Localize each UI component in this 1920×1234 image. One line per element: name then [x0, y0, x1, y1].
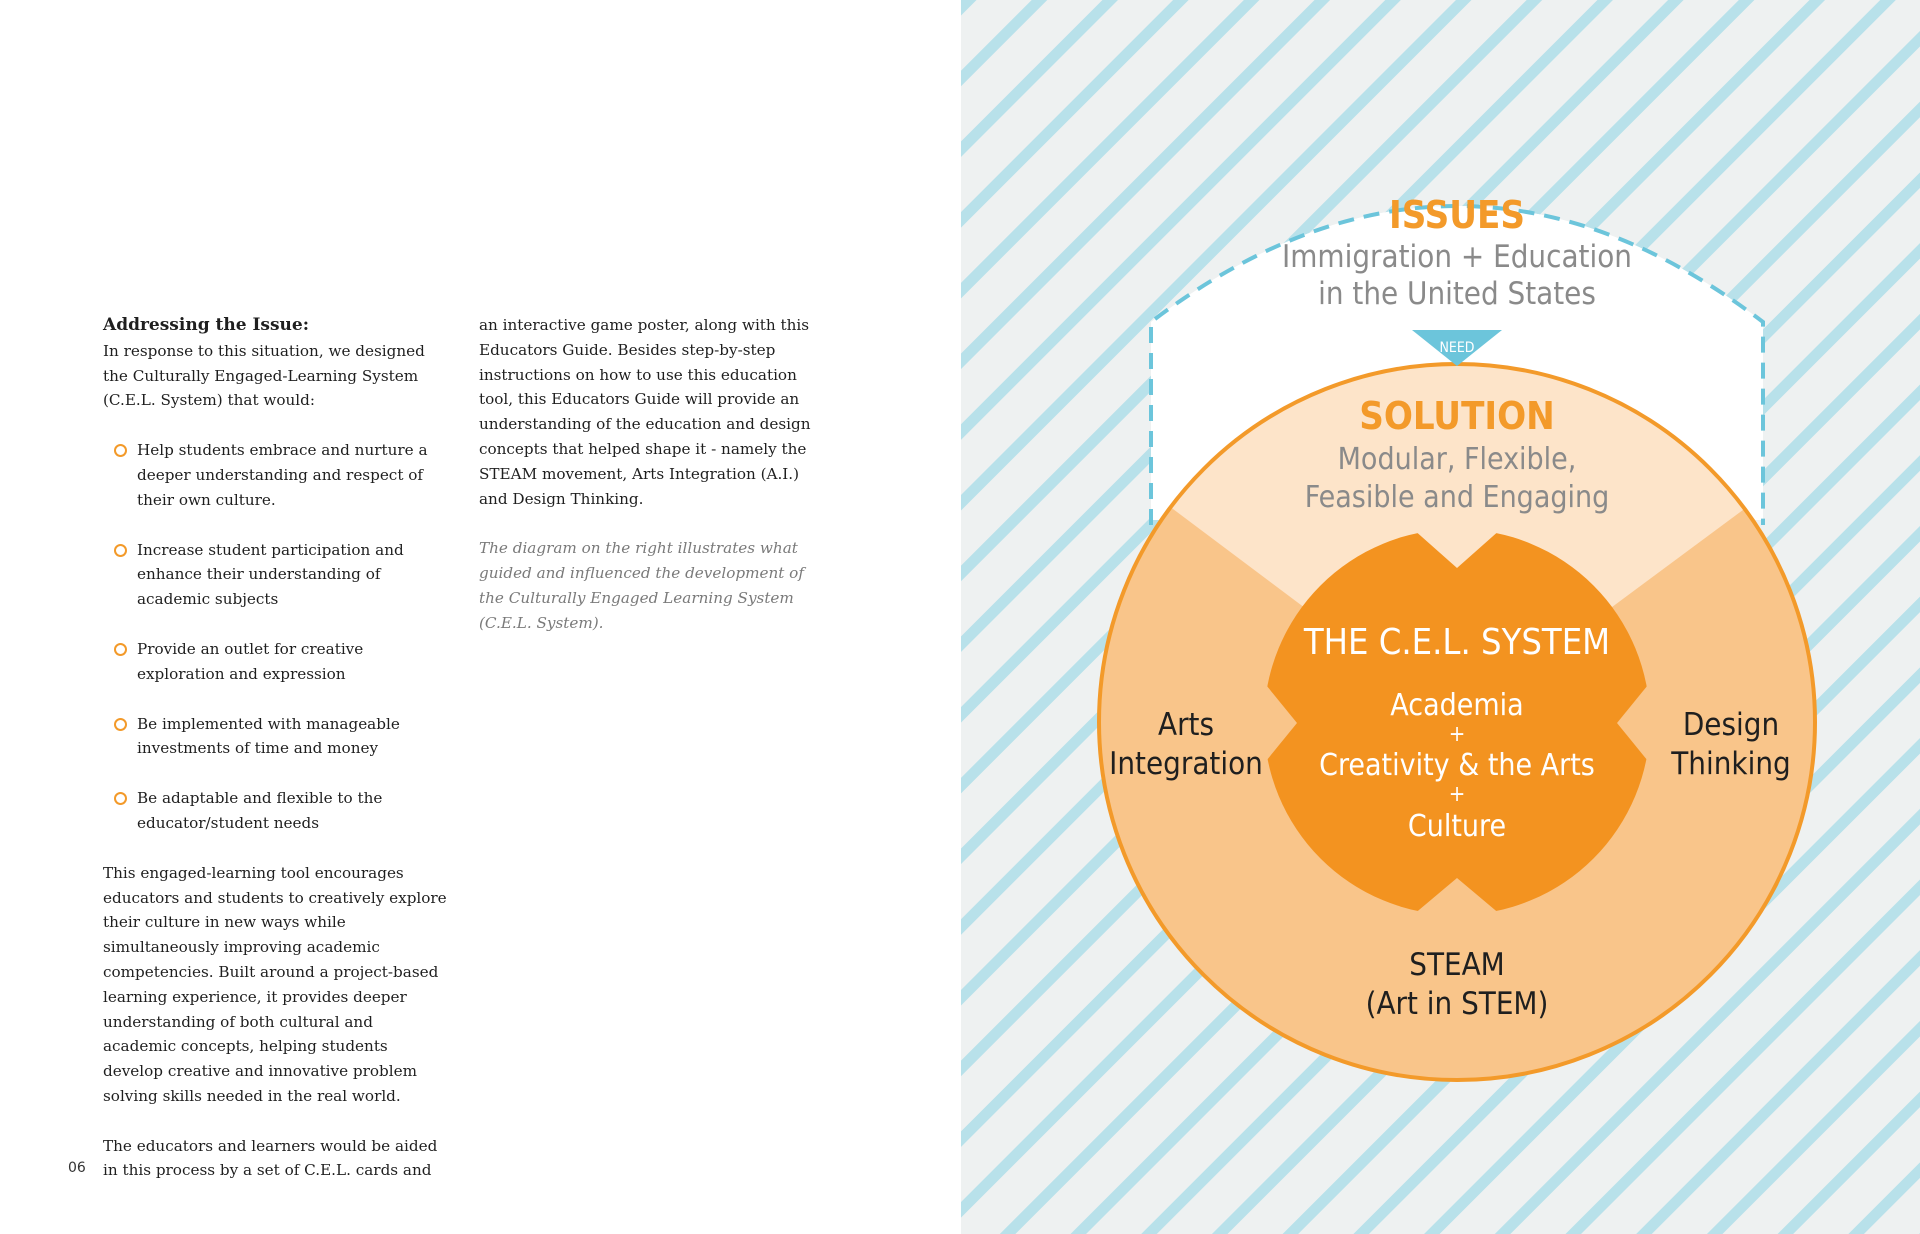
list-item-text: Be adaptable and flexible to the educator/student needs: [137, 789, 383, 832]
text-column-2: [479, 313, 824, 635]
center-line-2: Creativity & the Arts: [1319, 748, 1595, 783]
left-label-line-2: Integration: [1109, 746, 1263, 782]
right-page: [961, 0, 1920, 1234]
intro-paragraph: In response to this situation, we designed the Culturally Engaged-Learning System (C.E.L. System) that would:: [103, 341, 425, 410]
paragraph-gap: [103, 1109, 448, 1134]
bullet-circle-icon: [114, 444, 127, 457]
list-item: [103, 538, 448, 612]
body-paragraph: an interactive game poster, along with this Educators Guide. Besides step-by-step instructions on how to use this education tool, this Educators Guide will provide an understanding of the education and design concepts that helped shape it - namely the STEAM movement, Arts Integration (A.I.) and Design Thinking.: [479, 316, 811, 508]
bullet-circle-icon: [114, 718, 127, 731]
solution-title: SOLUTION: [1359, 394, 1555, 438]
goals-list: [103, 438, 448, 836]
list-item: [103, 712, 448, 762]
center-plus-1: +: [1448, 722, 1466, 747]
cel-system-diagram: [961, 0, 1920, 1234]
bullet-circle-icon: [114, 643, 127, 656]
page-number: 06: [68, 1160, 86, 1176]
list-item-text: Help students embrace and nurture a deeper understanding and respect of their own culture.: [137, 441, 428, 509]
solution-line-1: Modular, Flexible,: [1337, 442, 1577, 477]
center-plus-2: +: [1448, 782, 1466, 807]
issues-line-1: Immigration + Education: [1282, 239, 1632, 275]
section-heading: Addressing the Issue:: [103, 315, 309, 335]
solution-line-2: Feasible and Engaging: [1304, 480, 1610, 515]
list-item-text: Be implemented with manageable investments of time and money: [137, 714, 400, 758]
bullet-circle-icon: [114, 544, 127, 557]
body-paragraph-continued: The educators and learners would be aided in this process by a set of C.E.L. cards and: [103, 1136, 438, 1180]
center-line-1: Academia: [1390, 688, 1524, 723]
paragraph-gap: [479, 511, 824, 536]
issues-line-2: in the United States: [1318, 276, 1596, 312]
list-item: [103, 786, 448, 836]
bottom-label-line-2: (Art in STEM): [1365, 986, 1549, 1022]
list-item: [103, 637, 448, 687]
right-label-line-1: Design: [1682, 707, 1780, 743]
body-paragraph: This engaged-learning tool encourages educators and students to creatively explore their culture in new ways while simultaneously improving academic competencies. Built around a project-based learning experience, it provides deeper understanding of both cultural and academic concepts, helping students develop creative and innovative problem solving skills needed in the real world.: [103, 863, 447, 1105]
center-title: THE C.E.L. SYSTEM: [1303, 622, 1611, 663]
list-item-text: Provide an outlet for creative exploration and expression: [137, 639, 364, 683]
bottom-label-line-1: STEAM: [1409, 947, 1505, 983]
right-label-line-2: Thinking: [1671, 746, 1791, 782]
list-item: [103, 438, 448, 512]
diagram-caption: The diagram on the right illustrates what guided and influenced the development of the Culturally Engaged Learning System (C.E.L. System).: [479, 539, 804, 632]
list-item-text: Increase student participation and enhance their understanding of academic subjects: [137, 540, 404, 609]
need-label: NEED: [1439, 340, 1475, 356]
text-column-1: [103, 313, 448, 1183]
bullet-circle-icon: [114, 792, 127, 805]
center-line-3: Culture: [1407, 809, 1507, 844]
issues-title: ISSUES: [1389, 193, 1525, 237]
left-label-line-1: Arts: [1158, 707, 1214, 743]
